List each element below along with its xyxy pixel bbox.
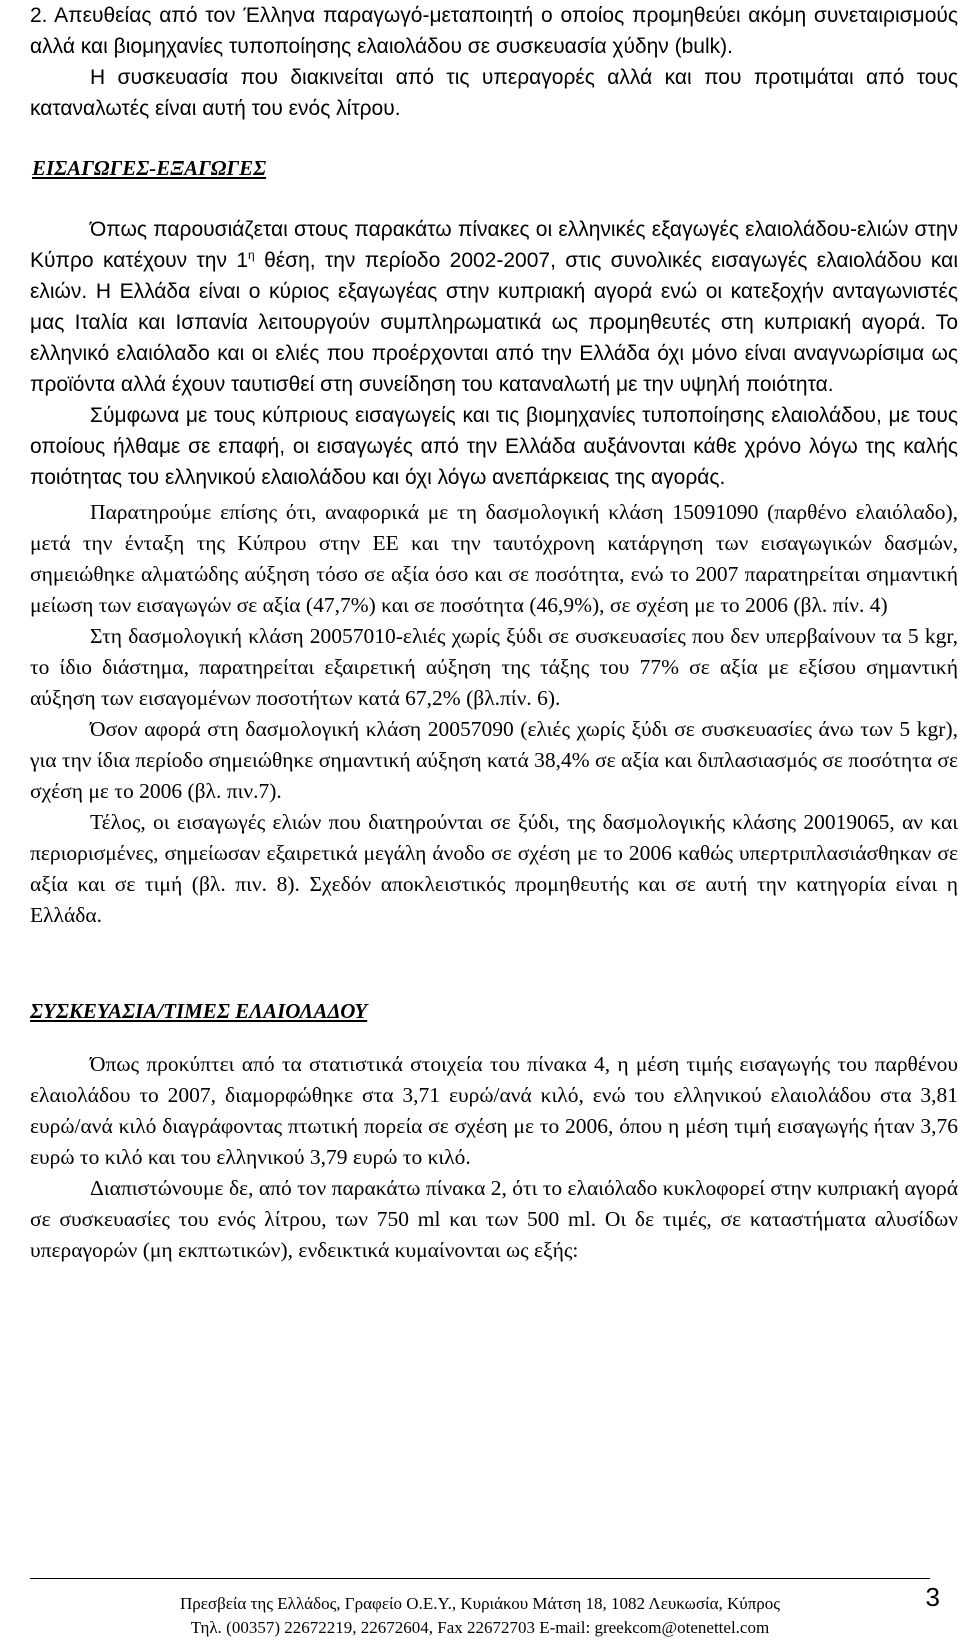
footer-divider	[30, 1578, 930, 1579]
paragraph-tariff-20057090: Όσον αφορά στη δασμολογική κλάση 20057090 (ελιές χωρίς ξύδι σε συσκευασίες άνω των 5 kgr), για την ίδια περίοδο σημειώθηκε σημαντική αύξηση κατά 38,4% σε αξία και διπλασιασμός σε ποσότητα σε σχέση με το 2006 (βλ. πιν.7).	[30, 717, 958, 803]
paragraph-tariff-20019065: Τέλος, οι εισαγωγές ελιών που διατηρούνται σε ξύδι, της δασμολογικής κλάσης 20019065, αν και περιορισμένες, σημείωσαν εξαιρετικά μεγάλη άνοδο σε σχέση με το 2006 καθώς υπερτριπλασιάσθηκαν σε αξία και σε τιμή (βλ. πιν. 8). Σχεδόν αποκλειστικός προμηθευτής και σε αυτή την κατηγορία είναι η Ελλάδα.	[30, 810, 958, 927]
page-number: 3	[925, 1582, 940, 1612]
paragraph-tariff-15091090: Παρατηρούμε επίσης ότι, αναφορικά με τη δασμολογική κλάση 15091090 (παρθένο ελαιόλαδο), μετά την ένταξη της Κύπρου στην ΕΕ και την ταυτόχρονη κατάργηση των εισαγωγικών δασμών, σημειώθηκε αλματώδης αύξηση τόσο σε αξία όσο και σε ποσότητα, ενώ το 2007 παρατηρείται σημαντική μείωση των εισαγωγών σε αξία (47,7%) και σε ποσότητα (46,9%), σε σχέση με το 2006 (βλ. πίν. 4)	[30, 500, 958, 617]
section-heading-packaging-prices: ΣΥΣΚΕΥΑΣΙΑ/ΤΙΜΕΣ ΕΛΑΙΟΛΑΔΟΥ	[30, 999, 368, 1023]
paragraph-retail-packaging: Διαπιστώνουμε δε, από τον παρακάτω πίνακα 2, ότι το ελαιόλαδο κυκλοφορεί στην κυπριακή αγορά σε συσκευασίες του ενός λίτρου, των 750 ml και των 500 ml. Οι δε τιμές, σε καταστήματα αλυσίδων υπεραγορών (μη εκπτωτικών), ενδεικτικά κυμαίνονται ως εξής:	[30, 1176, 958, 1262]
paragraph-channel-2: 2. Απευθείας από τον Έλληνα παραγωγό-μεταποιητή ο οποίος προμηθεύει ακόμη συνεταιρισμούς αλλά και βιομηχανίες τυποποίησης ελαιολάδου σε συσκευασία χύδην (bulk).	[30, 4, 958, 58]
paragraph-exports-text-1: Όπως παρουσιάζεται στους παρακάτω πίνακες οι ελληνικές εξαγωγές ελαιολάδου-ελιών στην Κύπρο κατέχουν την 1	[30, 218, 958, 272]
paragraph-import-prices: Όπως προκύπτει από τα στατιστικά στοιχεία του πίνακα 4, η μέση τιμής εισαγωγής του παρθένου ελαιολάδου το 2007, διαμορφώθηκε στα 3,71 ευρώ/ανά κιλό, ενώ του ελληνικού ελαιολάδου στα 3,81 ευρώ/ανά κιλό διαγράφοντας πτωτική πορεία σε σχέση με το 2006, όπου η μέση τιμή εισαγωγής ήταν 3,76 ευρώ το κιλό και του ελληνικού 3,79 ευρώ το κιλό.	[30, 1052, 958, 1169]
superscript-first: η	[248, 248, 255, 262]
paragraph-exports-text-2: θέση, την περίοδο 2002-2007, στις συνολικές εισαγωγές ελαιολάδου και ελιών. Η Ελλάδα είναι ο κύριος εξαγωγέας στην κυπριακή αγορά ενώ οι κατεξοχήν ανταγωνιστές μας Ιταλία και Ισπανία λειτουργούν συμπληρωματικά ως προμηθευτές στη κυπριακή αγορά. Το ελληνικό ελαιόλαδο και οι ελιές που προέρχονται από την Ελλάδα όχι μόνο είναι αναγνωρίσιμα ως προϊόντα αλλά έχουν ταυτισθεί στη συνείδηση του καταναλωτή με την υψηλή ποιότητα.	[30, 249, 958, 396]
paragraph-importers: Σύμφωνα με τους κύπριους εισαγωγείς και τις βιομηχανίες τυποποίησης ελαιολάδου, με τους οποίους ήλθαμε σε επαφή, οι εισαγωγές από την Ελλάδα αυξάνονται κάθε χρόνο λόγω της καλής ποιότητας του ελληνικού ελαιολάδου και όχι λόγω ανεπάρκειας της αγοράς.	[30, 404, 958, 489]
footer-address: Πρεσβεία της Ελλάδος, Γραφείο Ο.Ε.Υ., Κυριάκου Μάτση 18, 1082 Λευκωσία, Κύπρος	[180, 1594, 780, 1613]
footer-contact: Τηλ. (00357) 22672219, 22672604, Fax 22672703 E-mail: greekcom@otenettel.com	[190, 1618, 770, 1637]
paragraph-exports-position	[30, 214, 958, 400]
paragraph-tariff-20057010: Στη δασμολογική κλάση 20057010-ελιές χωρίς ξύδι σε συσκευασίες που δεν υπερβαίνουν τα 5 kgr, το ίδιο διάστημα, παρατηρείται εξαιρετική αύξηση της τάξης του 77% σε αξία με εξίσου σημαντική αύξηση των εισαγομένων ποσοτήτων κατά 67,2% (βλ.πίν. 6).	[30, 624, 958, 710]
paragraph-packaging: Η συσκευασία που διακινείται από τις υπεραγορές αλλά και που προτιμάται από τους καταναλωτές είναι αυτή του ενός λίτρου.	[30, 66, 958, 120]
document-page	[30, 0, 958, 1266]
section-heading-imports-exports: ΕΙΣΑΓΩΓΕΣ-ΕΞΑΓΩΓΕΣ	[32, 156, 267, 180]
